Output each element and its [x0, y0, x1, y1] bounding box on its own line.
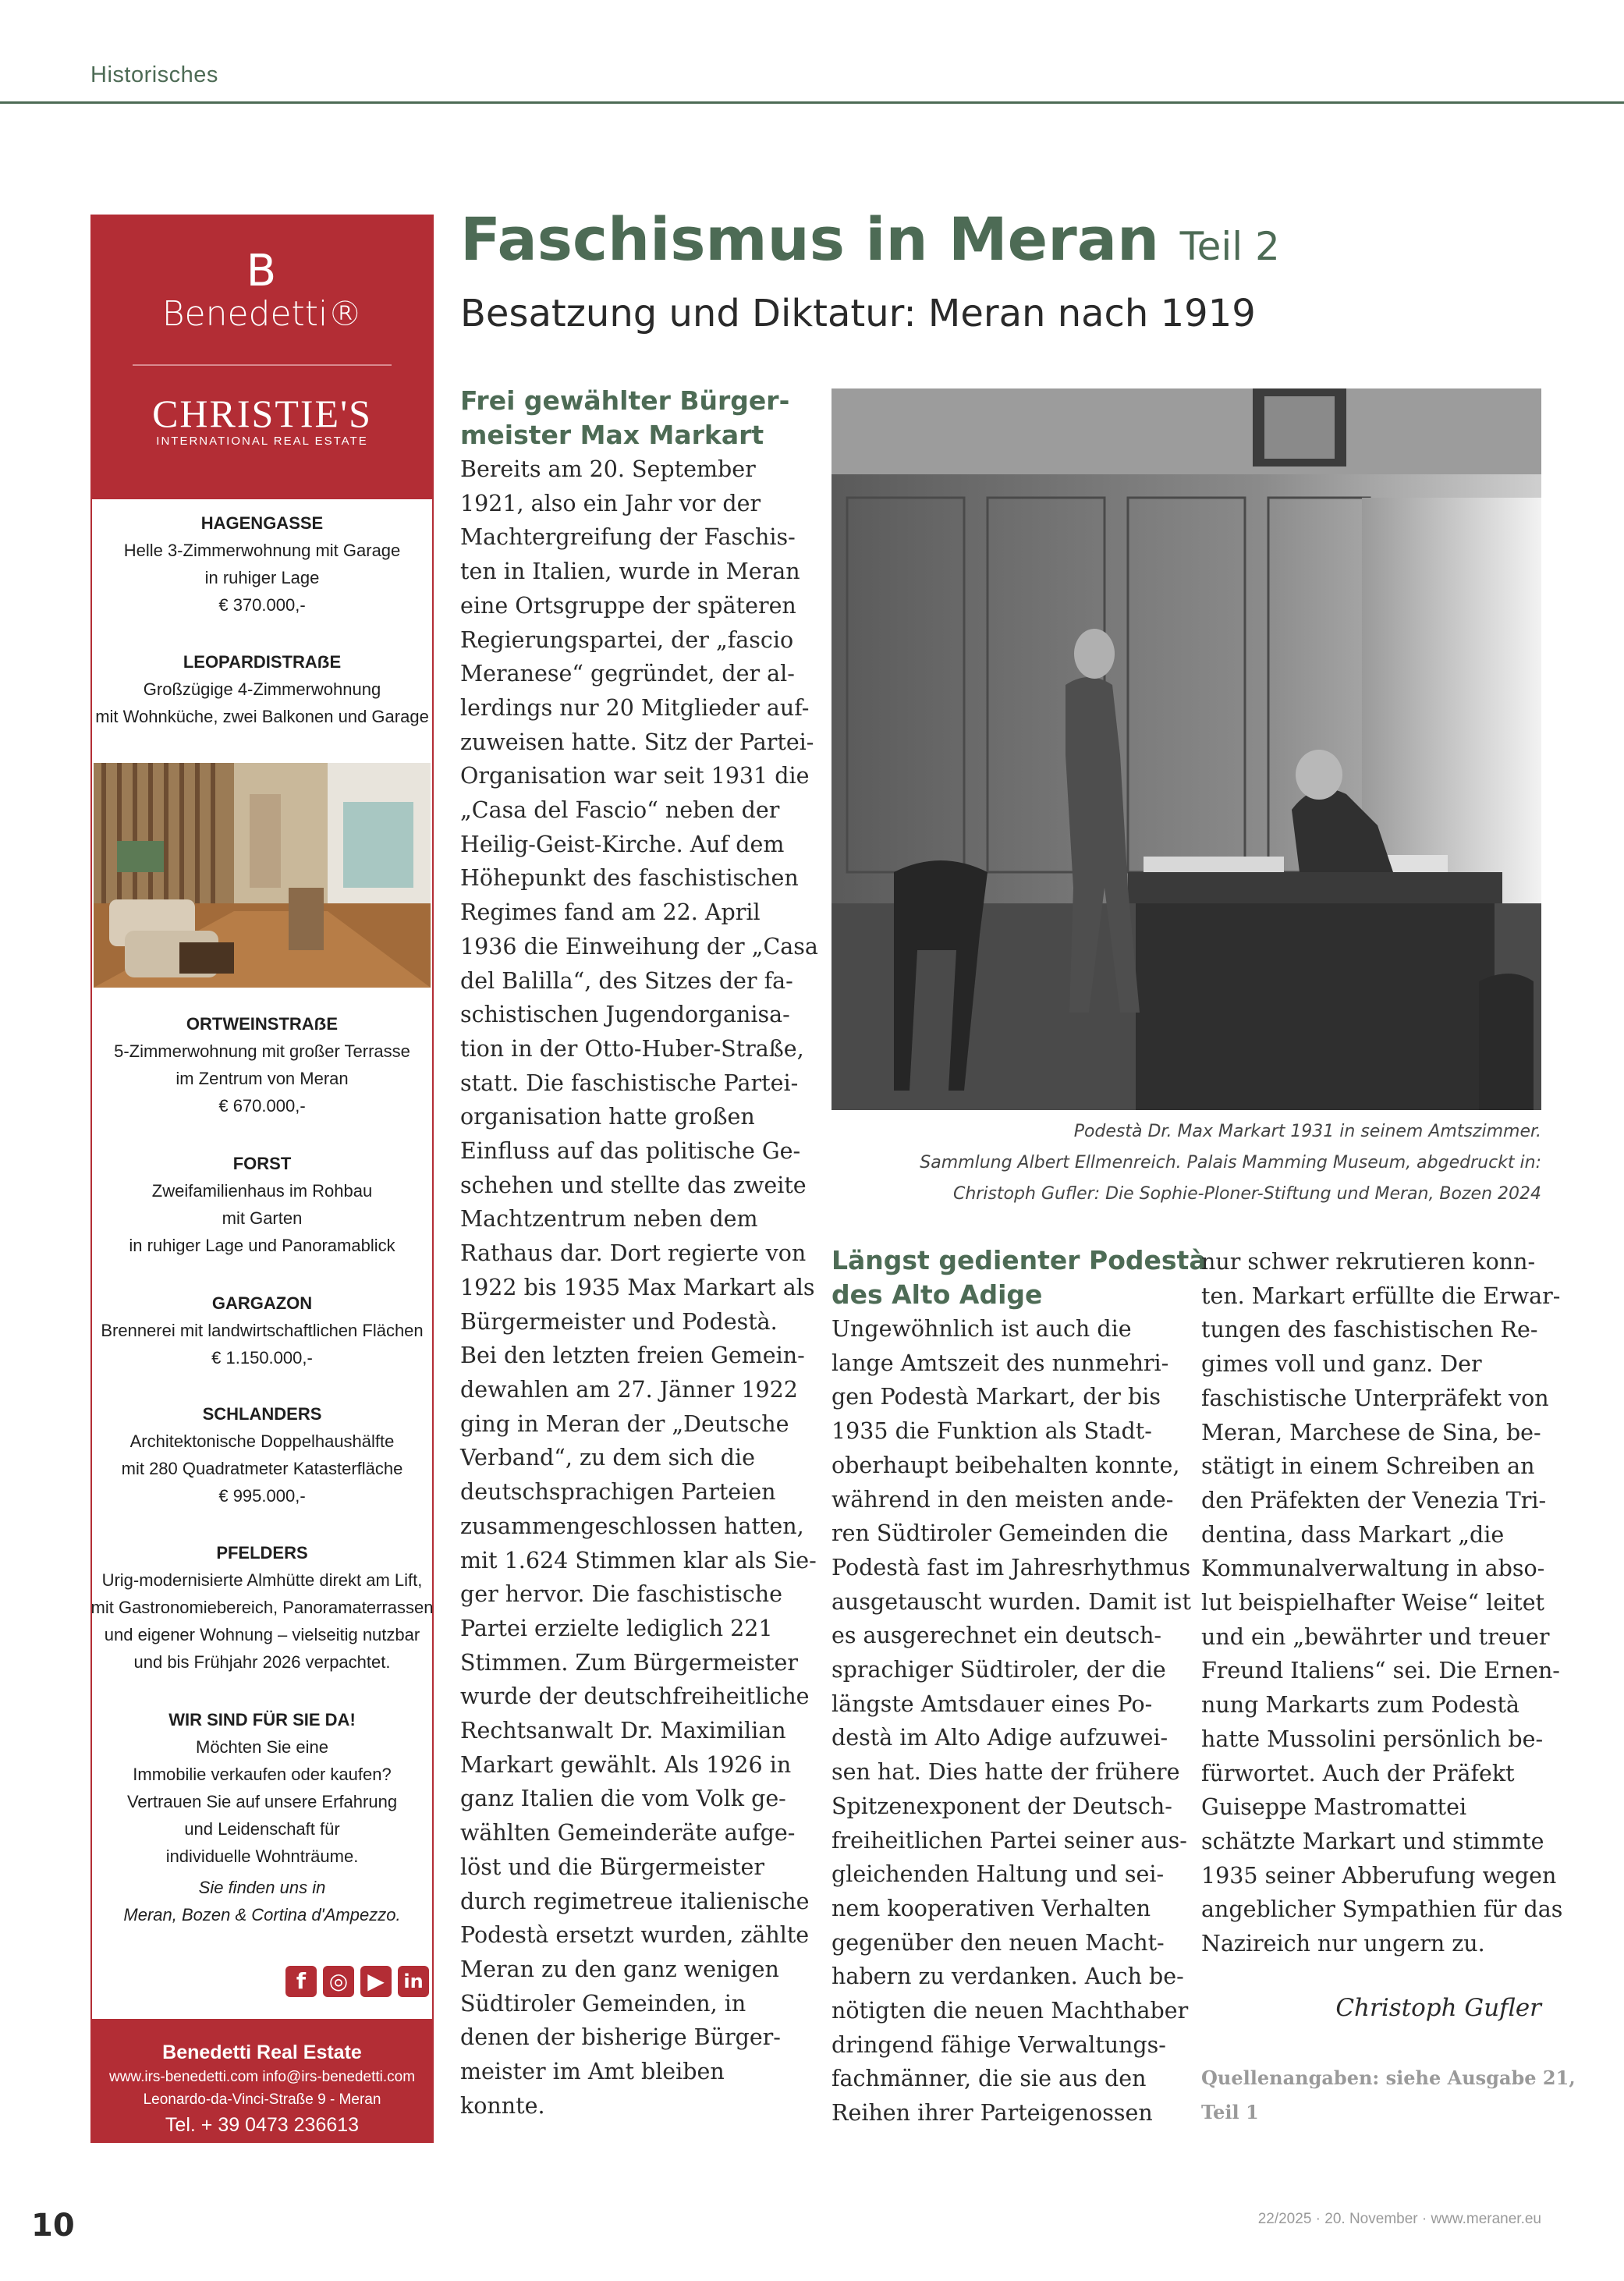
body-line: Podestà fast im Jahresrhythmus: [832, 1554, 1191, 1580]
listing-schlanders: [90, 1400, 434, 1509]
body-line: schistischen Jugendorganisa-: [460, 1002, 790, 1028]
listing-line: Großzügige 4-Zimmerwohnung: [143, 679, 381, 699]
body-line: Meran zu den ganz wenigen: [460, 1956, 779, 1982]
body-line: es ausgerechnet ein deutsch-: [832, 1623, 1162, 1649]
markart-office-photo: [832, 388, 1541, 1110]
listing-line: mit Garten: [222, 1208, 303, 1228]
caption-line: Christoph Gufler: Die Sophie-Ploner-Stiftung und Meran, Bozen 2024: [953, 1184, 1541, 1204]
listing-line: mit Gastronomiebereich, Panoramaterrassen: [90, 1598, 434, 1617]
body-line: faschistische Unterpräfekt von: [1201, 1385, 1549, 1411]
body-line: Südtiroler Gemeinden, in: [460, 1990, 746, 2017]
listing-ortweinstrasse: [90, 1010, 434, 1119]
body-line: den Präfekten der Venezia Tri-: [1201, 1487, 1547, 1513]
body-line: 1936 die Einweihung der „Casa: [460, 933, 818, 960]
listing-title: PFELDERS: [216, 1543, 308, 1563]
body-line: 1935 die Funktion als Stadt-: [832, 1418, 1152, 1445]
article-author: Christoph Gufler: [1335, 1994, 1541, 2022]
body-line: oberhaupt beibehalten konnte,: [832, 1452, 1180, 1478]
body-line: ten in Italien, wurde in Meran: [460, 559, 800, 585]
benedetti-mark-icon: B: [246, 246, 278, 296]
listing-price: € 670.000,-: [218, 1096, 306, 1116]
body-line: zuweisen hatte. Sitz der Partei-: [460, 729, 814, 755]
header-rule: [0, 101, 1624, 104]
body-line: Markart gewählt. Als 1926 in: [460, 1751, 792, 1778]
body-line: fachmänner, die sie aus den: [832, 2066, 1147, 2092]
body-line: ausgetauscht wurden. Damit ist: [832, 1588, 1191, 1615]
body-line: Organisation war seit 1931 die: [460, 763, 810, 789]
body-line: längste Amtsdauer eines Po-: [832, 1690, 1153, 1717]
ad-footer: [90, 2019, 434, 2143]
body-line: nötigten die neuen Machthaber: [832, 1998, 1189, 2024]
heading-line: des Alto Adige: [832, 1279, 1043, 1310]
body-line: dentina, dass Markart „die: [1201, 1521, 1505, 1548]
instagram-icon[interactable]: ◎: [323, 1966, 354, 1997]
body-line: del Balilla“, des Sitzes der fa-: [460, 967, 793, 994]
body-line: ten. Markart erfüllte die Erwar-: [1201, 1282, 1561, 1309]
heading-line: Frei gewählter Bürger-: [460, 385, 790, 416]
body-line: Verband“, zu dem sich die: [460, 1445, 755, 1471]
listing-line: mit 280 Quadratmeter Katasterfläche: [121, 1459, 403, 1478]
listing-line: und bis Frühjahr 2026 verpachtet.: [133, 1652, 391, 1672]
body-line: angeblicher Sympathien für das: [1201, 1896, 1563, 1923]
listing-line: und Leidenschaft für: [184, 1819, 340, 1839]
body-line: gimes voll und ganz. Der: [1201, 1351, 1482, 1378]
body-line: meister im Amt bleiben: [460, 2059, 725, 2085]
real-estate-ad: [90, 215, 434, 2143]
body-line: Bei den letzten freien Gemein-: [460, 1343, 805, 1369]
listing-price: € 370.000,-: [218, 595, 306, 615]
article-column-2: [832, 1243, 1207, 2130]
body-line: freiheitlichen Partei seiner aus-: [832, 1827, 1187, 1854]
ad-footer-web[interactable]: www.irs-benedetti.com info@irs-benedetti.com: [108, 2069, 416, 2085]
listing-line: in ruhiger Lage und Panoramablick: [129, 1236, 395, 1255]
column-1-body: [460, 452, 818, 2123]
body-line: Rechtsanwalt Dr. Maximilian: [460, 1718, 786, 1744]
body-line: ren Südtiroler Gemeinden die: [832, 1520, 1168, 1547]
body-line: hatte Mussolini persönlich be-: [1201, 1726, 1544, 1752]
body-line: Spitzenexponent der Deutsch-: [832, 1793, 1172, 1819]
body-line: Heilig-Geist-Kirche. Auf dem: [460, 831, 785, 857]
christies-name: CHRISTIE'S: [152, 392, 372, 435]
article-subtitle: Besatzung und Diktatur: Meran nach 1919: [460, 292, 1256, 335]
listing-line: Urig-modernisierte Almhütte direkt am Lift,: [101, 1570, 423, 1590]
body-line: Guiseppe Mastromattei: [1201, 1794, 1467, 1821]
body-line: Regimes fand am 22. April: [460, 899, 761, 926]
listing-line: Zweifamilienhaus im Rohbau: [151, 1181, 373, 1201]
benedetti-name: Benedetti®: [161, 294, 363, 334]
ad-footer-phone: Tel. + 39 0473 236613: [165, 2114, 360, 2136]
body-line: Bürgermeister und Podestà.: [460, 1308, 778, 1335]
body-line: nur schwer rekrutieren konn-: [1201, 1249, 1536, 1275]
youtube-icon[interactable]: ▶: [360, 1966, 392, 1997]
listing-line: individuelle Wohnträume.: [165, 1846, 359, 1866]
body-line: 1935 seiner Abberufung wegen: [1201, 1862, 1557, 1889]
body-line: Regierungspartei, der „fascio: [460, 626, 794, 653]
body-line: Partei erzielte lediglich 221: [460, 1615, 773, 1641]
locations-line: Sie finden uns in: [198, 1878, 326, 1897]
listing-line: in ruhiger Lage: [204, 568, 320, 587]
article-column-3: [1201, 1245, 1563, 1961]
article-title-part: Teil 2: [1179, 224, 1280, 269]
article-title-main: Faschismus in Meran: [460, 204, 1160, 274]
column-3-body: [1201, 1245, 1563, 1961]
ad-footer-title: Benedetti Real Estate: [162, 2042, 362, 2063]
benedetti-logo: [90, 246, 434, 335]
body-line: Freund Italiens“ sei. Die Ernen-: [1201, 1658, 1560, 1684]
christies-logo: [90, 392, 434, 448]
listing-forst: [90, 1150, 434, 1259]
body-line: lange Amtszeit des nunmehri-: [832, 1350, 1169, 1376]
body-line: durch regimetreue italienische: [460, 1888, 810, 1914]
caption-line: Podestà Dr. Max Markart 1931 in seinem Amtszimmer.: [1073, 1122, 1541, 1141]
body-line: Reihen ihrer Parteigenossen: [832, 2100, 1153, 2127]
body-line: Rathaus dar. Dort regierte von: [460, 1240, 807, 1267]
body-line: wurde der deutschfreiheitliche: [460, 1683, 810, 1710]
body-line: nung Markarts zum Podestà: [1201, 1692, 1520, 1719]
body-line: Bereits am 20. September: [460, 456, 756, 482]
listing-pfelders: [90, 1539, 434, 1676]
article-column-1: [460, 384, 818, 2123]
caption-line: Sammlung Albert Ellmenreich. Palais Mamming Museum, abgedruckt in:: [920, 1153, 1541, 1172]
body-line: dringend fähige Verwaltungs-: [832, 2031, 1166, 2058]
body-line: Machtzentrum neben dem: [460, 1206, 758, 1233]
sources-line: Teil 1: [1201, 2101, 1259, 2123]
body-line: gen Podestà Markart, der bis: [832, 1384, 1161, 1410]
body-line: stätigt in einem Schreiben an: [1201, 1453, 1535, 1480]
body-line: löst und die Bürgermeister: [460, 1854, 764, 1880]
body-line: tungen des faschistischen Re-: [1201, 1317, 1538, 1343]
heading-line: meister Max Markart: [460, 420, 764, 450]
living-room-photo: [94, 763, 431, 988]
body-line: und ein „bewährter und treuer: [1201, 1623, 1550, 1650]
body-line: mit 1.624 Stimmen klar als Sie-: [460, 1547, 817, 1573]
body-line: Machtergreifung der Faschis-: [460, 524, 796, 551]
body-line: habern zu verdanken. Auch be-: [832, 1964, 1184, 1990]
body-line: gegenüber den neuen Macht-: [832, 1929, 1165, 1956]
christies-subtitle: INTERNATIONAL REAL ESTATE: [156, 435, 368, 448]
listing-line: Helle 3-Zimmerwohnung mit Garage: [123, 541, 401, 560]
body-line: tion in der Otto-Huber-Straße,: [460, 1035, 804, 1062]
body-line: destà im Alto Adige aufzuwei-: [832, 1725, 1168, 1751]
body-line: schätzte Markart und stimmte: [1201, 1828, 1544, 1854]
body-line: lut beispielhafter Weise“ leitet: [1201, 1590, 1545, 1616]
body-line: Nazireich nur ungern zu.: [1201, 1931, 1485, 1957]
photo-caption: [832, 1116, 1541, 1210]
listing-line: Möchten Sie eine: [196, 1737, 328, 1757]
listing-hagengasse: [90, 509, 434, 619]
body-line: ging in Meran der „Deutsche: [460, 1410, 789, 1437]
article-sources: [1201, 2061, 1576, 2130]
facebook-icon[interactable]: f: [285, 1966, 317, 1997]
body-line: dewahlen am 27. Jänner 1922: [460, 1376, 798, 1403]
ad-contact-pitch: [90, 1706, 434, 1870]
listing-title: LEOPARDISTRAẞE: [183, 652, 342, 672]
body-line: Meranese“ gegründet, der al-: [460, 661, 795, 687]
page-number: 10: [31, 2208, 75, 2244]
listing-title: GARGAZON: [211, 1293, 313, 1313]
body-line: statt. Die faschistische Partei-: [460, 1070, 799, 1096]
body-line: Einfluss auf das politische Ge-: [460, 1138, 801, 1165]
section-heading-markart: [460, 384, 803, 452]
article-title: [460, 204, 1280, 282]
heading-line: Längst gedienter Podestà: [832, 1245, 1207, 1275]
listing-title: FORST: [232, 1154, 292, 1173]
listing-line: Immobilie verkaufen oder kaufen?: [133, 1765, 392, 1784]
body-line: „Casa del Fascio“ neben der: [460, 797, 780, 824]
listing-title: HAGENGASSE: [200, 513, 324, 533]
ad-locations: [90, 1874, 434, 1928]
section-label: Historisches: [90, 62, 218, 87]
body-line: Höhepunkt des faschistischen: [460, 865, 799, 892]
body-line: Ungewöhnlich ist auch die: [832, 1316, 1132, 1342]
linkedin-icon[interactable]: in: [398, 1966, 429, 1997]
listing-line: im Zentrum von Meran: [176, 1069, 349, 1088]
listing-line: 5-Zimmerwohnung mit großer Terrasse: [114, 1041, 410, 1061]
body-line: denen der bisherige Bürger-: [460, 2024, 781, 2051]
listing-leopardistrasse: [90, 648, 434, 730]
body-line: nem kooperativen Verhalten: [832, 1895, 1151, 1921]
sources-line: Quellenangaben: siehe Ausgabe 21,: [1201, 2066, 1576, 2089]
social-icons: [285, 1964, 429, 1999]
column-2-body: [832, 1312, 1191, 2130]
ad-footer-address: Leonardo-da-Vinci-Straße 9 - Meran: [143, 2091, 381, 2108]
listing-line: und eigener Wohnung – vielseitig nutzbar: [104, 1625, 420, 1644]
listing-line: Brennerei mit landwirtschaftlichen Flächen: [101, 1321, 424, 1340]
body-line: konnte.: [460, 2092, 545, 2119]
body-line: lerdings nur 20 Mitglieder auf-: [460, 694, 810, 721]
body-line: deutschsprachigen Parteien: [460, 1479, 776, 1506]
body-line: Podestà ersetzt wurden, zählte: [460, 1922, 810, 1949]
body-line: 1921, also ein Jahr vor der: [460, 490, 761, 516]
ad-divider: [133, 364, 392, 366]
body-line: sprachiger Südtiroler, der die: [832, 1657, 1166, 1683]
body-line: ger hervor. Die faschistische: [460, 1581, 782, 1608]
section-heading-podesta: [832, 1243, 1207, 1312]
issue-info: 22/2025 · 20. November · www.meraner.eu: [1257, 2211, 1541, 2227]
body-line: sen hat. Dies hatte der frühere: [832, 1759, 1180, 1786]
body-line: schehen und stellte das zweite: [460, 1172, 807, 1198]
body-line: wählten Gemeinderäte aufge-: [460, 1820, 796, 1846]
body-line: Meran, Marchese de Sina, be-: [1201, 1419, 1541, 1446]
body-line: organisation hatte großen: [460, 1104, 755, 1130]
body-line: ganz Italien die vom Volk ge-: [460, 1786, 786, 1812]
body-line: Stimmen. Zum Bürgermeister: [460, 1649, 798, 1676]
body-line: zusammengeschlossen hatten,: [460, 1513, 804, 1539]
listing-title: ORTWEINSTRAẞE: [186, 1014, 339, 1034]
listing-line: mit Wohnküche, zwei Balkonen und Garage: [95, 707, 429, 726]
listing-price: € 995.000,-: [218, 1486, 306, 1506]
body-line: während in den meisten ande-: [832, 1486, 1174, 1513]
listing-title: WIR SIND FÜR SIE DA!: [168, 1710, 356, 1729]
ad-header: [90, 215, 434, 499]
listing-line: Architektonische Doppelhaushälfte: [129, 1431, 395, 1451]
body-line: gleichenden Haltung und sei-: [832, 1861, 1165, 1888]
body-line: 1922 bis 1935 Max Markart als: [460, 1274, 815, 1300]
body-line: Kommunalverwaltung in abso-: [1201, 1556, 1545, 1582]
listing-title: SCHLANDERS: [202, 1404, 322, 1424]
listing-price: € 1.150.000,-: [211, 1348, 313, 1368]
body-line: eine Ortsgruppe der späteren: [460, 592, 796, 619]
body-line: fürwortet. Auch der Präfekt: [1201, 1760, 1515, 1786]
listing-line: Vertrauen Sie auf unsere Erfahrung: [126, 1792, 398, 1811]
locations-line: Meran, Bozen & Cortina d'Ampezzo.: [123, 1905, 401, 1924]
listing-gargazon: [90, 1289, 434, 1371]
